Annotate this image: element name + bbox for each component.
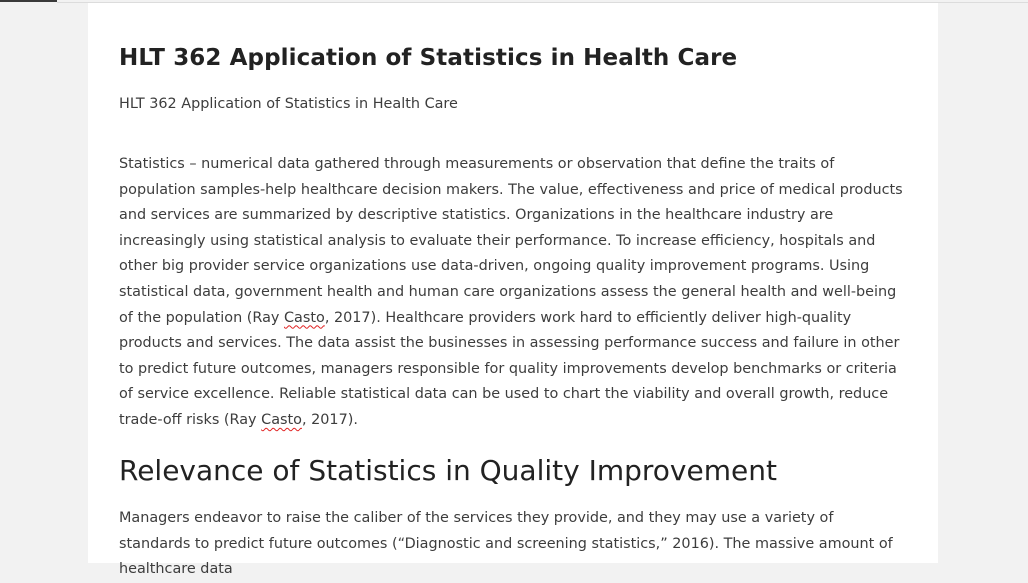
intro-paragraph (119, 152, 909, 434)
intro-text-part-3: , 2017). (301, 411, 358, 428)
intro-text-part-1: Statistics – numerical data gathered through measurements or observation that define the traits of population samples-help healthcare decision makers. The value, effectiveness and price of medical products and services are summarized by descriptive statistics. Organizations in the healthcare industry are increasingly using statistical analysis to evaluate their performance. To increase efficiency, hospitals and other big provider service organizations use data-driven, ongoing quality improvement programs. Using statistical data, government health and human care organizations assess the general health and well-being of the population (Ray (119, 156, 903, 326)
top-tab-indicator (0, 0, 57, 2)
article-page (88, 3, 938, 578)
section-paragraph: Managers endeavor to raise the caliber of the services they provide, and they may use a variety of standards to predict future outcomes (“Diagnostic and screening statistics,” 2016). The massive amount of healthcare data (119, 510, 893, 578)
intro-text-part-2: , 2017). Healthcare providers work hard to efficiently deliver high-quality products and services. The data assist the businesses in assessing performance success and failure in other to predict future outcomes, managers responsible for quality improvements develop benchmarks or criteria of service excellence. Reliable statistical data can be used to chart the viability and overall growth, reduce trade-off risks (Ray (119, 309, 900, 428)
spellcheck-word-casto[interactable]: Casto (261, 411, 302, 428)
section-heading: Relevance of Statistics in Quality Improvement (119, 454, 777, 487)
article-title: HLT 362 Application of Statistics in Health Care (119, 45, 738, 71)
spellcheck-word-casto[interactable]: Casto (284, 309, 325, 326)
article-subtitle: HLT 362 Application of Statistics in Health Care (119, 96, 458, 112)
